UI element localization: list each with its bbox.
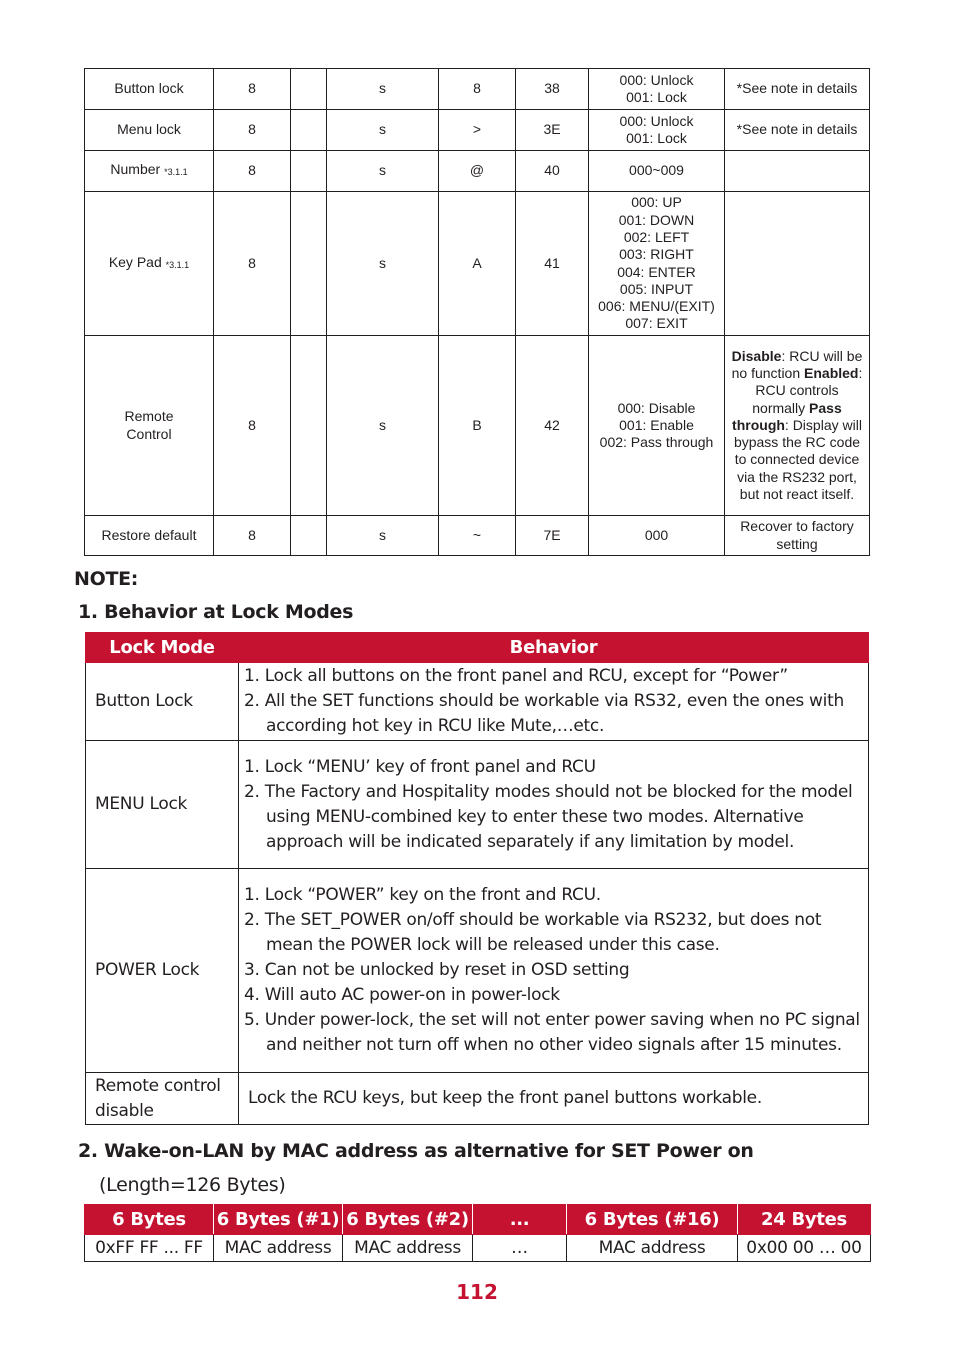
cmd-code-cell: A [439,192,516,336]
value-range-cell [589,336,725,516]
function-cell: Restore default [85,516,214,556]
cmd-code-cell: B [439,336,516,516]
page-number: 112 [456,1280,498,1304]
id-cell [291,69,327,110]
table-row [85,110,870,151]
function-cell [85,192,214,336]
hex-cell: 3E [516,110,589,151]
comment-label-disable: Disable [731,347,782,364]
value-line: 001: DOWN [618,211,695,228]
cmd-code-cell: 8 [439,69,516,110]
cmd-type-cell: s [327,151,439,192]
length-cell: 8 [214,192,291,336]
lock-mode-table [85,632,869,1125]
comment-text-disable: : RCU will be no function [731,347,863,381]
cmd-type-cell: s [327,110,439,151]
column-header-behavior: Behavior [239,633,869,663]
behavior-cell [239,869,869,1073]
behavior-cell [239,741,869,869]
value-line: 002: LEFT [623,228,690,245]
comment-label-enabled: Enabled [804,364,859,381]
function-cell [85,151,214,192]
cmd-code-cell: > [439,110,516,151]
cmd-type-cell: s [327,69,439,110]
table-header-row [85,1205,871,1235]
column-header-lock-mode: Lock Mode [86,633,239,663]
value-line: 001: Enable [619,416,694,433]
list-item: 2. All the SET functions should be workable via RS32, even the ones with according hot key in RCU like Mute,…etc. [244,691,844,736]
table-row [85,151,870,192]
hex-cell: 41 [516,192,589,336]
function-note: *3.1.1 [164,167,188,178]
function-note: *3.1.1 [165,259,190,270]
note-heading: NOTE: [74,568,139,590]
table-cell: 0x00 00 … 00 [738,1235,871,1262]
value-range-cell [589,192,725,336]
comments-cell [725,151,870,192]
value-line: 000: Disable [617,399,696,416]
table-row [85,192,870,336]
table-cell: MAC address [214,1235,343,1262]
lock-mode-cell: MENU Lock [86,741,239,869]
comments-cell: *See note in details [725,110,870,151]
value-range-cell: 000~009 [589,151,725,192]
value-range-cell [589,69,725,110]
value-line: 005: INPUT [619,280,694,297]
hex-cell: 40 [516,151,589,192]
value-line: 006: MENU/(EXIT) [598,298,715,315]
list-item: 5. Under power-lock, the set will not enter power saving when no PC signal and neither not turn off when no other video signals after 15 minutes. [244,1010,860,1055]
function-label: Number [110,161,161,178]
value-line: 000: Unlock [619,112,694,129]
lock-mode-cell: Remote control disable [86,1073,239,1125]
table-row [85,516,870,556]
lock-mode-cell: POWER Lock [86,869,239,1073]
function-cell: Menu lock [85,110,214,151]
value-line: 001: Lock [626,89,687,105]
value-line: 002: Pass through [599,434,714,451]
table-row [86,741,869,869]
table-row [85,69,870,110]
cmd-type-cell: s [327,336,439,516]
cmd-code-cell: ~ [439,516,516,556]
column-header: 6 Bytes [85,1205,214,1235]
comment-text-enabled: : RCU controls normally [752,364,863,416]
table-cell: … [473,1235,567,1262]
behavior-cell [239,663,869,741]
hex-cell: 42 [516,336,589,516]
list-item: 3. Can not be unlocked by reset in OSD setting [244,960,630,980]
section-heading-lock-modes: 1. Behavior at Lock Modes [78,601,354,623]
comments-cell: *See note in details [725,69,870,110]
wake-on-lan-table [84,1204,871,1262]
length-cell: 8 [214,69,291,110]
comments-cell [725,336,870,516]
value-line: 000: UP [631,194,682,211]
comments-cell [725,192,870,336]
table-header-row [86,633,869,663]
length-cell: 8 [214,151,291,192]
list-item: 1. Lock “POWER” key on the front and RCU. [244,885,601,905]
table-row [85,336,870,516]
column-header: 6 Bytes (#2) [343,1205,473,1235]
table-cell: MAC address [343,1235,473,1262]
command-table [84,68,870,556]
list-item: 1. Lock all buttons on the front panel and RCU, except for “Power” [244,666,788,686]
table-cell: 0xFF FF ... FF [85,1235,214,1262]
list-item: 4. Will auto AC power-on in power-lock [244,985,560,1005]
length-cell: 8 [214,110,291,151]
value-range-cell: 000 [589,516,725,556]
table-row [86,663,869,741]
column-header: 6 Bytes (#1) [214,1205,343,1235]
length-cell: 8 [214,516,291,556]
function-cell [85,336,214,516]
lock-mode-cell: Button Lock [86,663,239,741]
value-line: 001: Lock [626,130,687,146]
list-item: 1. Lock “MENU’ key of front panel and RCU [244,756,596,777]
table-cell: MAC address [567,1235,738,1262]
cmd-code-cell: @ [439,151,516,192]
table-row [86,1073,869,1125]
cmd-type-cell: s [327,192,439,336]
column-header: 6 Bytes (#16) [567,1205,738,1235]
comment-label-pass-through: Pass through [732,399,842,433]
value-line: 004: ENTER [617,263,696,280]
behavior-cell: Lock the RCU keys, but keep the front panel buttons workable. [239,1073,869,1125]
table-row [85,1235,871,1262]
list-item: 2. The SET_POWER on/off should be workable via RS232, but does not mean the POWER lock will be released under this case. [244,910,822,955]
comment-text-pass-through: : Display will bypass the RC code to connected device via the RS232 port, but not react itself. [733,416,862,503]
column-header: ... [473,1205,567,1235]
id-cell [291,192,327,336]
hex-cell: 38 [516,69,589,110]
list-item: 2. The Factory and Hospitality modes should not be blocked for the model using MENU-combined key to enter these two modes. Alternative approach will be indicated separately if any limitation by model. [244,781,853,852]
function-label: Remote Control [124,408,174,442]
column-header: 24 Bytes [738,1205,871,1235]
hex-cell: 7E [516,516,589,556]
length-cell: 8 [214,336,291,516]
section-heading-wake-on-lan: 2. Wake-on-LAN by MAC address as alternative for SET Power on [78,1140,754,1162]
value-range-cell [589,110,725,151]
table-row [86,869,869,1073]
id-cell [291,151,327,192]
value-line: 000: Unlock [619,71,694,88]
value-line: 003: RIGHT [619,246,694,263]
comments-cell: Recover to factory setting [725,516,870,556]
id-cell [291,516,327,556]
value-line: 007: EXIT [625,315,688,332]
cmd-type-cell: s [327,516,439,556]
length-note: (Length=126 Bytes) [99,1174,286,1196]
function-cell: Button lock [85,69,214,110]
id-cell [291,110,327,151]
id-cell [291,336,327,516]
function-label: Key Pad [108,253,162,270]
